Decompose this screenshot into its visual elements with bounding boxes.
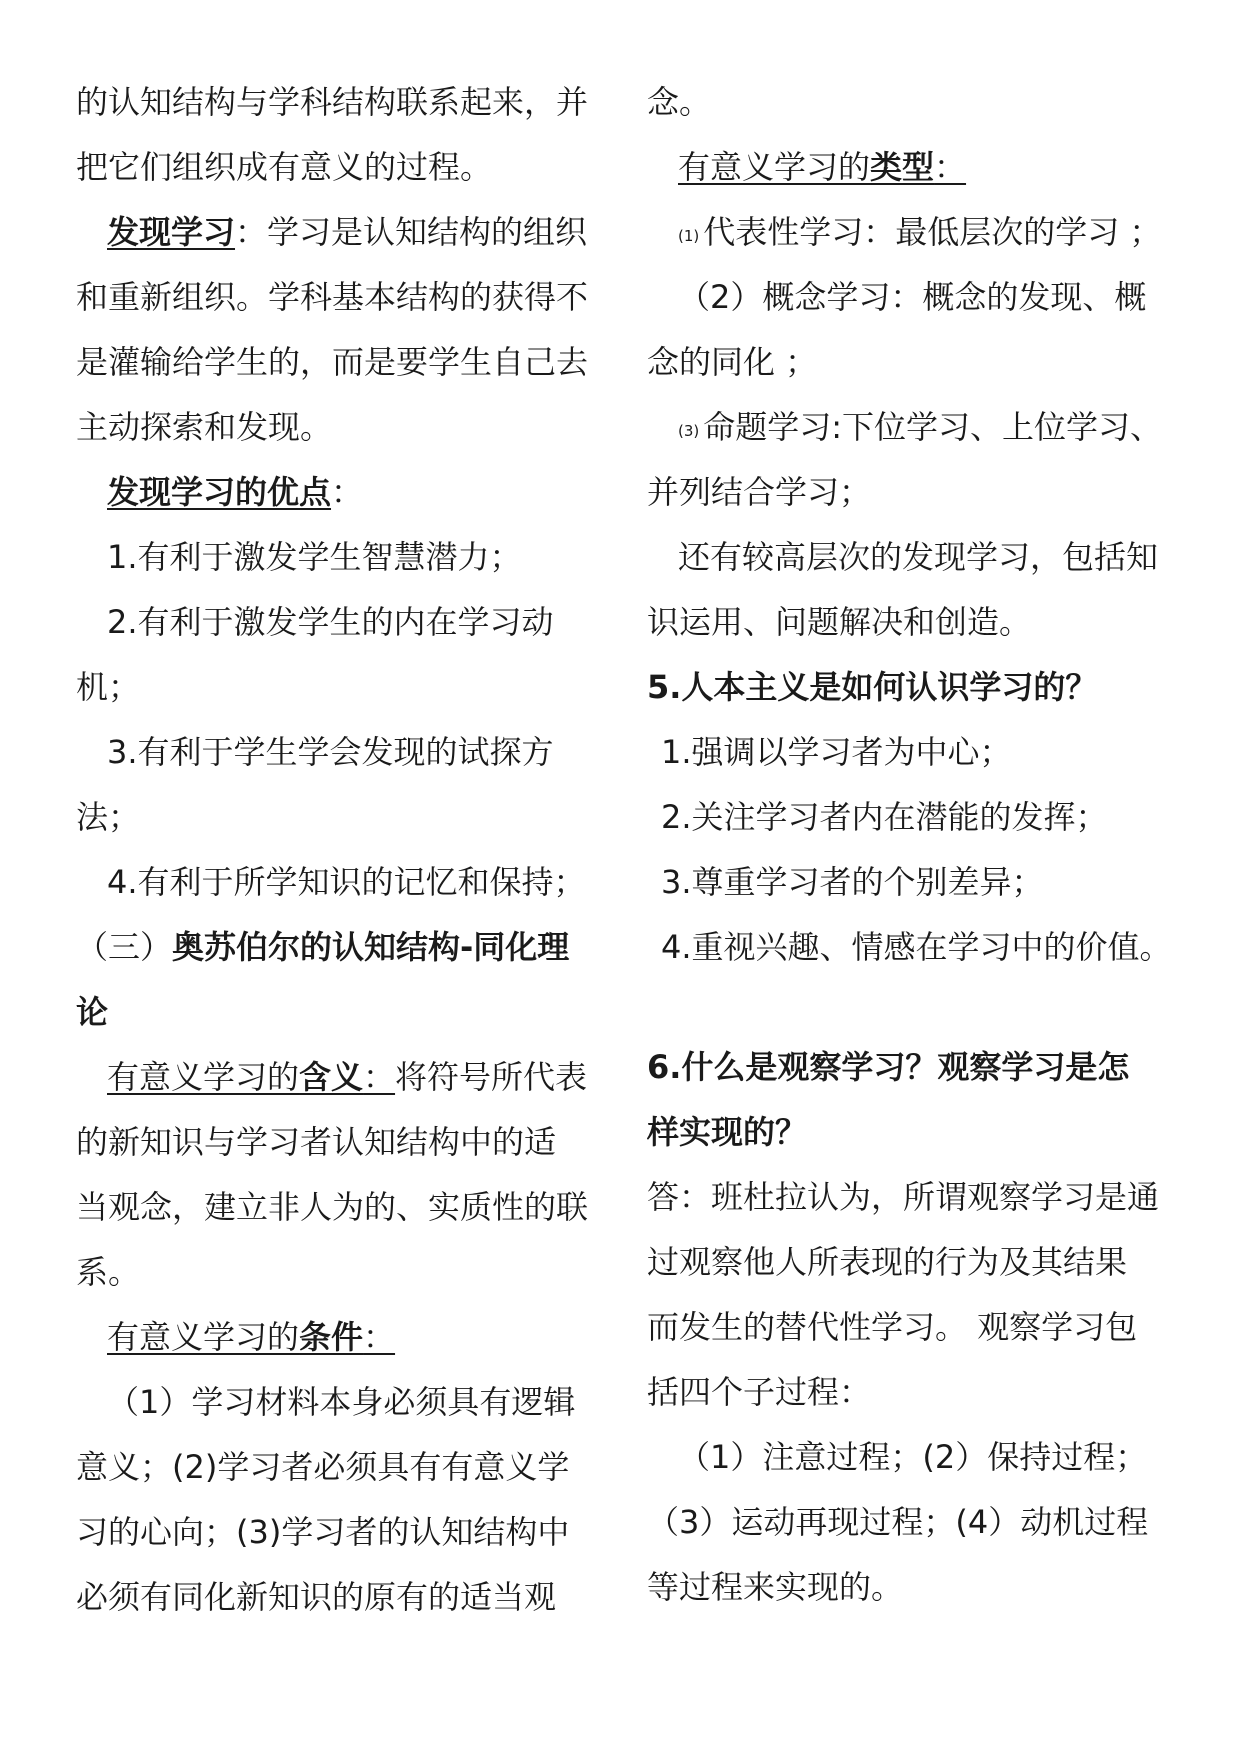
advantages-term: 发现学习的优点 [107,473,332,511]
text-line: 当观念，建立非人为的、实质性的联 [76,1188,589,1226]
type-item [647,403,1179,468]
condition-line: 习的心向；(3)学习者的认知结构中 [76,1513,570,1551]
text-line: 法； [76,798,141,836]
condition-line: 必须有同化新知识的原有的适当观 [76,1578,557,1616]
answer-line: 答：班杜拉认为，所谓观察学习是通 [647,1178,1160,1216]
item-number: (3) [678,422,700,440]
colon: ： [934,148,967,186]
list-item: 4.重视兴趣、情感在学习中的价值。 [661,928,1172,966]
text-line: 念的同化 ； [647,343,818,381]
discovery-learning-def: ：学习是认知结构的组织 [235,213,588,251]
right-column [647,78,1179,1628]
text-line: 的认知结构与学科结构联系起来，并 [76,83,589,121]
conditions-prefix: 有意义学习的 [107,1318,300,1356]
types-prefix: 有意义学习的 [678,148,871,186]
answer-line: 过观察他人所表现的行为及其结果 [647,1243,1128,1281]
type-text: 命题学习:下位学习、上位学习、 [703,408,1163,446]
answer-line: （3）运动再现过程；(4）动机过程 [647,1503,1149,1541]
types-key: 类型 [870,148,935,186]
condition-line: 意义；(2)学习者必须具有有意义学 [76,1448,570,1486]
advantage-item: 1.有利于激发学生智慧潜力； [107,538,522,576]
left-column [76,78,608,1638]
text-line: 是灌输给学生的，而是要学生自己去 [76,343,589,381]
spacer [647,988,1179,1043]
item-number: (1) [678,227,700,245]
discovery-learning-para [76,208,608,273]
question-6: 6.什么是观察学习？观察学习是怎 [647,1048,1130,1086]
answer-line: 括四个子过程： [647,1373,872,1411]
colon: ： [363,1058,396,1096]
text-line: 并列结合学习； [647,473,872,511]
conditions-key: 条件 [299,1318,364,1356]
conditions-heading [76,1313,608,1378]
meaning-para [76,1053,608,1118]
section-title-cont: 论 [76,993,109,1031]
question-5: 5.人本主义是如何认识学习的？ [647,668,1098,706]
text-line: 主动探索和发现。 [76,408,333,446]
question-6-cont: 样实现的？ [647,1113,808,1151]
list-item: 1.强调以学习者为中心； [661,733,1012,771]
meaning-key: 含义 [299,1058,364,1096]
advantage-item: 2.有利于激发学生的内在学习动 [107,603,554,641]
advantages-heading [76,468,608,533]
answer-line: 而发生的替代性学习。 观察学习包 [647,1308,1138,1346]
text-line: 还有较高层次的发现学习，包括知 [678,538,1159,576]
advantage-item: 4.有利于所学知识的记忆和保持； [107,863,586,901]
text-line: 和重新组织。学科基本结构的获得不 [76,278,589,316]
list-item: 3.尊重学习者的个别差异； [661,863,1044,901]
conditions-label [107,1318,395,1356]
section-number: （三） [76,928,173,966]
list-item: 2.关注学习者内在潜能的发挥； [661,798,1108,836]
condition-line: （1）学习材料本身必须具有逻辑 [107,1383,576,1421]
answer-line: 等过程来实现的。 [647,1568,904,1606]
text-line: 念。 [647,83,712,121]
text-line: 机； [76,668,141,706]
discovery-learning-term: 发现学习 [107,213,236,251]
colon: ： [331,473,364,511]
type-item: （2）概念学习：概念的发现、概 [678,278,1147,316]
advantage-item: 3.有利于学生学会发现的试探方 [107,733,554,771]
type-item [647,208,1179,273]
types-heading [647,143,1179,208]
text-line: 识运用、问题解决和创造。 [647,603,1032,641]
section-heading [76,923,608,988]
meaning-prefix: 有意义学习的 [107,1058,300,1096]
text-line: 的新知识与学习者认知结构中的适 [76,1123,557,1161]
types-label [678,148,966,186]
colon: ： [363,1318,396,1356]
type-text: 代表性学习：最低层次的学习 ； [703,213,1162,251]
section-title: 奥苏伯尔的认知结构-同化理 [172,928,570,966]
text-line: 系。 [76,1253,141,1291]
meaning-label [107,1058,395,1096]
text-line: 把它们组织成有意义的过程。 [76,148,493,186]
meaning-text: 将符号所代表 [395,1058,588,1096]
answer-line: （1）注意过程；(2）保持过程； [678,1438,1148,1476]
